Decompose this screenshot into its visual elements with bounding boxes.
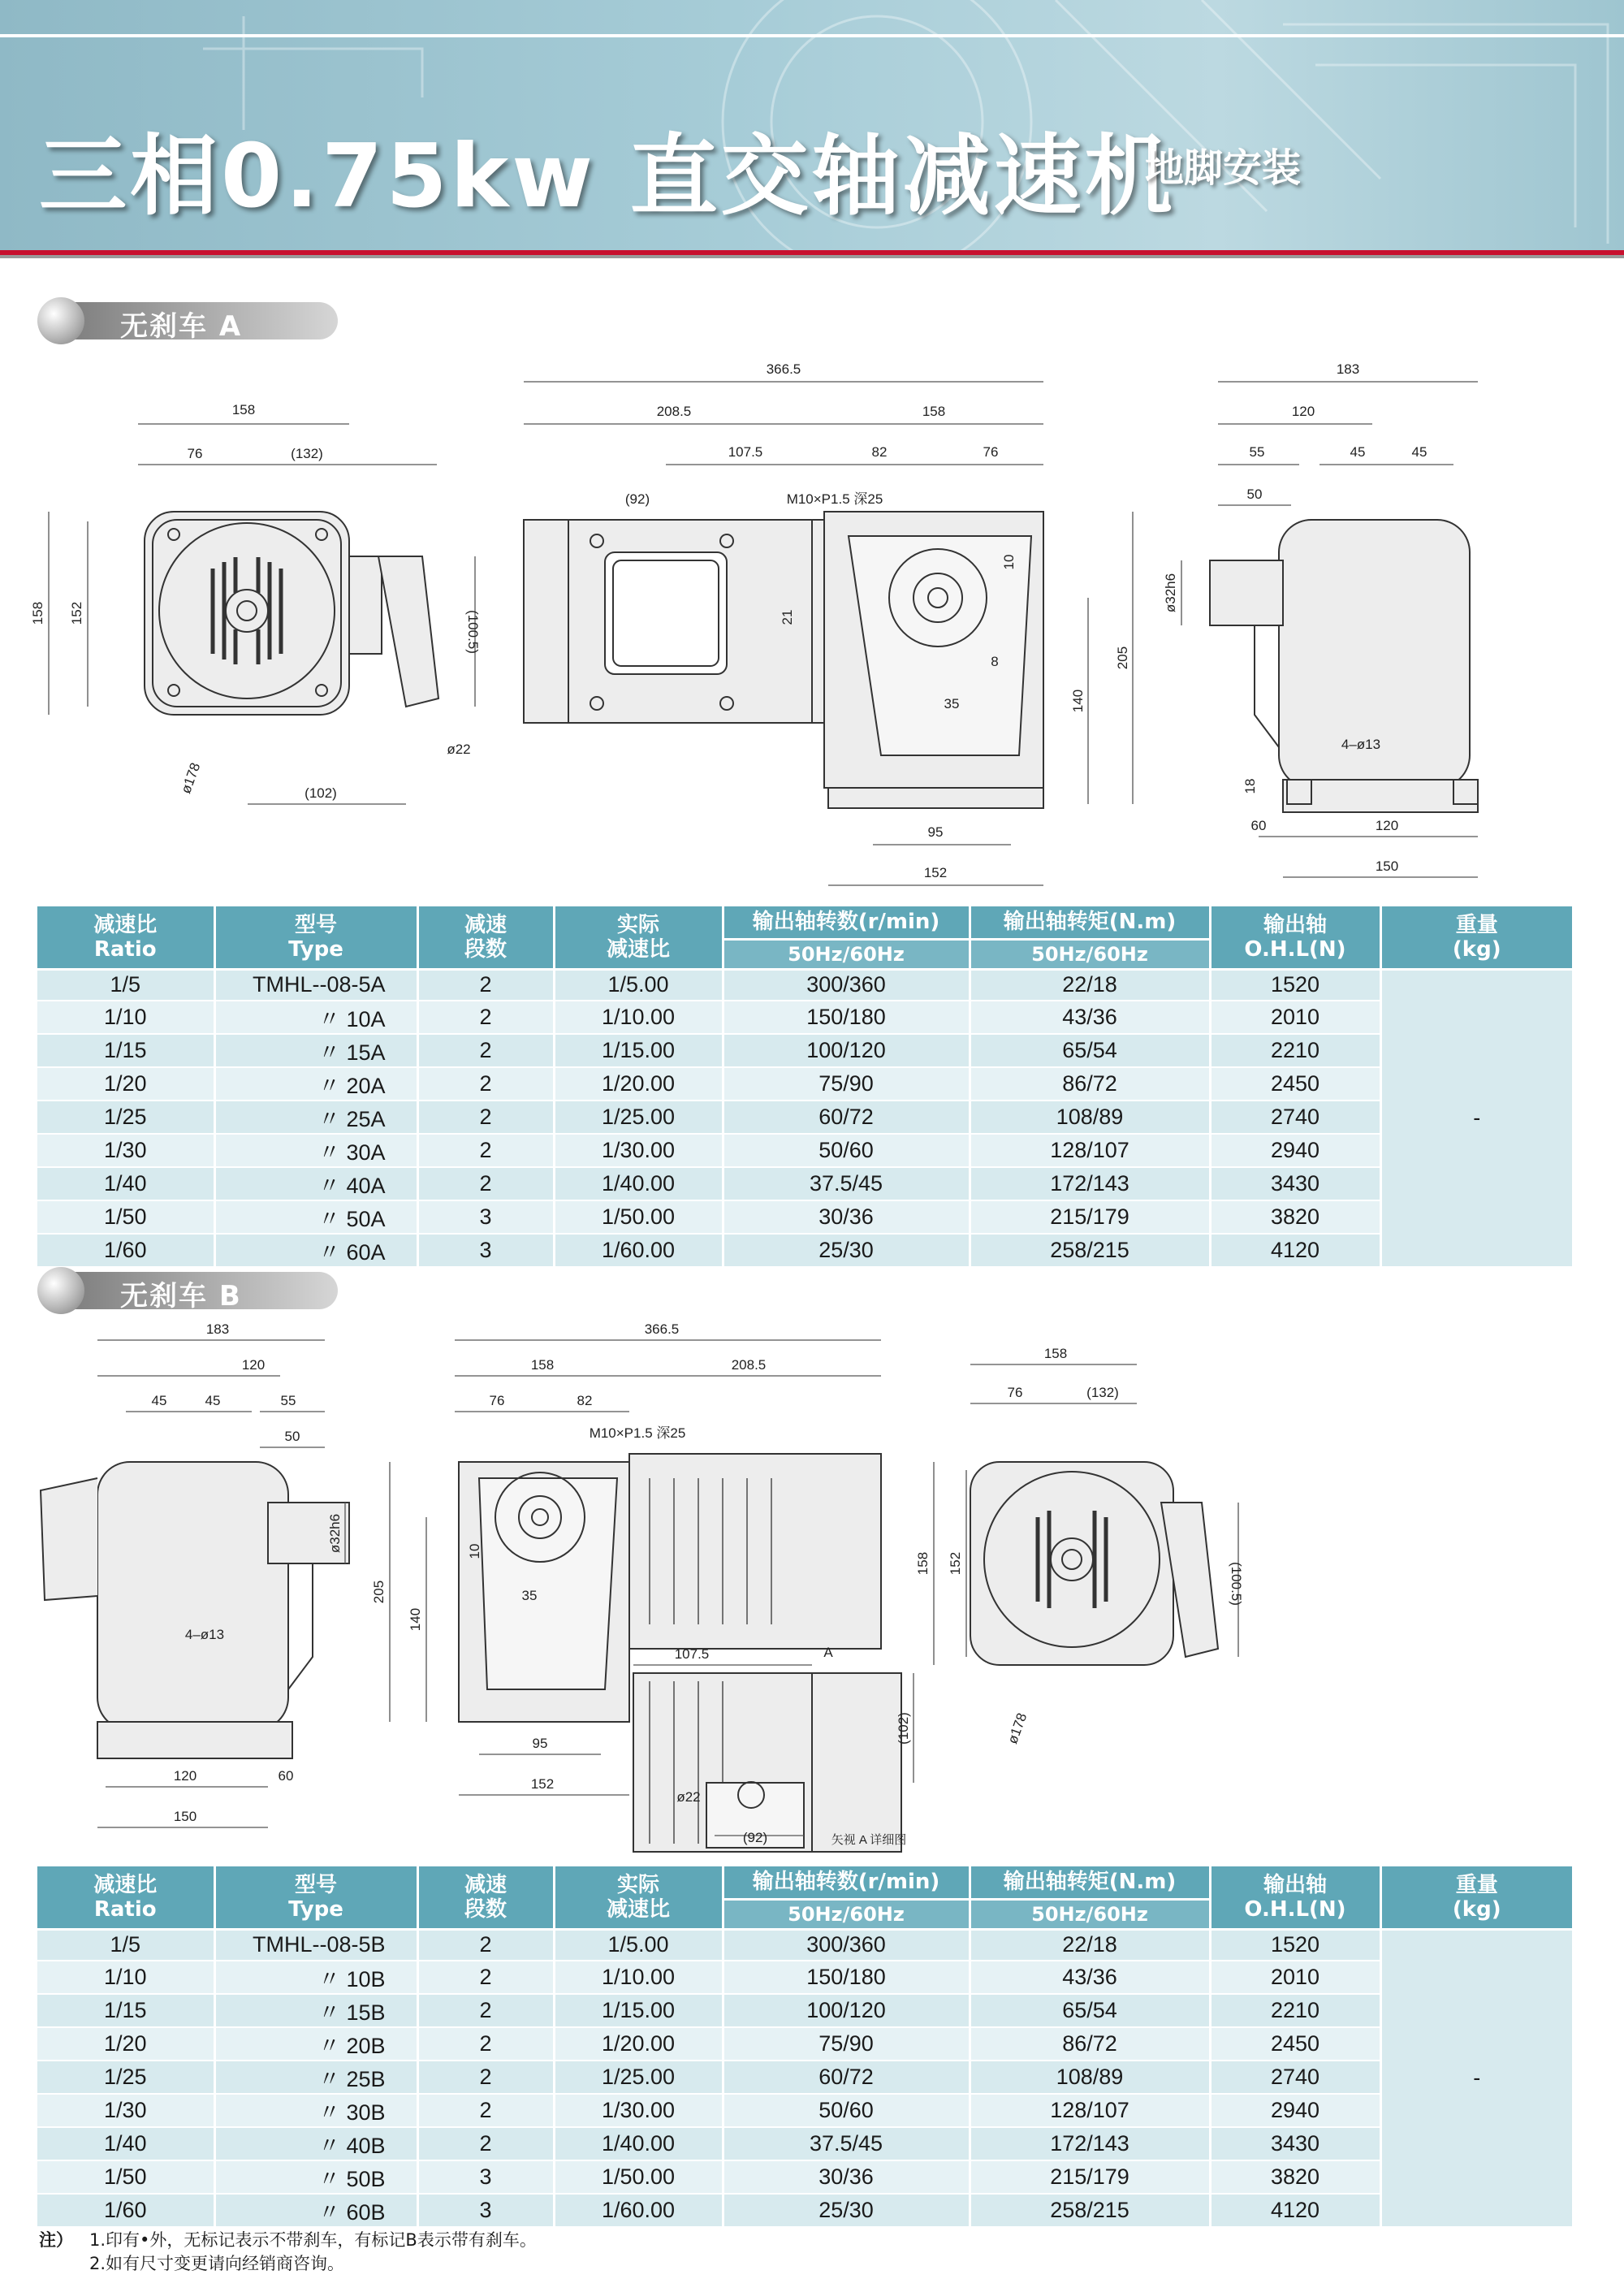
spec-table-b: [37, 1866, 1572, 2225]
dim-a-end-3: 45: [1350, 444, 1366, 460]
dim-b-side-17: 矢视 A 详细图: [831, 1833, 907, 1847]
cell-torque: 258/215: [970, 2194, 1210, 2227]
dim-a-side-0: 366.5: [766, 361, 801, 377]
th-speed-sub: 50Hz/60Hz: [723, 1899, 970, 1929]
cell-speed: 150/180: [723, 1001, 970, 1034]
cell-speed: 25/30: [723, 2194, 970, 2227]
dim-a-end-5: 50: [1246, 487, 1263, 502]
drawing-a-side-view: [524, 512, 1043, 808]
th-speed: 输出轴转数(r/min): [723, 906, 970, 939]
cell-actual: 1/40.00: [554, 1167, 723, 1200]
cell-torque: 128/107: [970, 2094, 1210, 2127]
cell-speed: 60/72: [723, 1101, 970, 1134]
th-weight: 重量 (kg): [1380, 906, 1572, 970]
dim-b-end-0: 183: [205, 1321, 230, 1337]
cell-ratio: 1/60: [37, 1234, 214, 1267]
cell-speed: 50/60: [723, 1134, 970, 1167]
dim-b-front-0: 158: [1043, 1346, 1068, 1361]
cell-stages: 2: [417, 2061, 554, 2094]
cell-torque: 172/143: [970, 1167, 1210, 1200]
table-a-body: [37, 970, 1572, 1267]
cell-actual: 1/25.00: [554, 2061, 723, 2094]
cell-ohl: 4120: [1210, 2194, 1380, 2227]
table-row: [37, 1101, 1572, 1134]
section-tab-a: [37, 297, 338, 344]
cell-ohl: 2010: [1210, 1001, 1380, 1034]
cell-torque: 43/36: [970, 1961, 1210, 1994]
cell-actual: 1/60.00: [554, 1234, 723, 1267]
cell-actual: 1/10.00: [554, 1001, 723, 1034]
dim-a-side-9: 10: [1001, 554, 1017, 570]
cell-stages: 2: [417, 1067, 554, 1101]
th-type: 型号 Type: [214, 906, 417, 970]
dim-a-side-4: 82: [871, 444, 888, 460]
cell-ohl: 4120: [1210, 1234, 1380, 1267]
cell-speed: 300/360: [723, 970, 970, 1001]
drawing-b: [0, 1316, 1624, 1862]
section-tab-ball-icon: [37, 297, 84, 344]
cell-stages: 2: [417, 1994, 554, 2027]
cell-ratio: 1/30: [37, 1134, 214, 1167]
cell-stages: 2: [417, 1167, 554, 1200]
cell-stages: 3: [417, 1234, 554, 1267]
dim-a-front-7: (102): [304, 785, 337, 801]
table-row: [37, 2027, 1572, 2061]
cell-ratio: 1/50: [37, 1200, 214, 1234]
dim-b-side-1: 158: [530, 1357, 555, 1373]
cell-ratio: 1/15: [37, 1034, 214, 1067]
cell-ratio: 1/5: [37, 970, 214, 1001]
cell-ratio: 1/20: [37, 1067, 214, 1101]
dim-b-side-2: 208.5: [731, 1357, 767, 1373]
dim-a-end-11: 150: [1375, 858, 1399, 874]
cell-type: 〃 10B: [214, 1961, 417, 1994]
cell-stages: 2: [417, 1961, 554, 1994]
cell-ohl: 1520: [1210, 970, 1380, 1001]
th-actual-ratio: 实际 减速比: [554, 906, 723, 970]
table-row: [37, 2061, 1572, 2094]
section-tab-ball-icon: [37, 1267, 84, 1314]
cell-ratio: 1/10: [37, 1961, 214, 1994]
cell-speed: 100/120: [723, 1034, 970, 1067]
dim-b-side-9: 140: [408, 1607, 423, 1632]
dim-b-side-10: 95: [532, 1736, 548, 1751]
dim-a-side-11: 35: [944, 696, 960, 711]
cell-ratio: 1/15: [37, 1994, 214, 2027]
dim-a-front-8: ø22: [447, 742, 471, 757]
cell-actual: 1/20.00: [554, 1067, 723, 1101]
cell-ratio: 1/30: [37, 2094, 214, 2127]
dim-b-side-15: ø22: [676, 1789, 701, 1805]
dim-b-end-7: 4–ø13: [184, 1627, 225, 1642]
cell-stages: 2: [417, 1034, 554, 1067]
cell-torque: 65/54: [970, 1034, 1210, 1067]
dim-b-end-3: 45: [205, 1393, 221, 1408]
cell-type: 〃 15A: [214, 1034, 417, 1067]
dim-b-front-6: ø178: [1004, 1710, 1030, 1746]
cell-torque: 172/143: [970, 2127, 1210, 2160]
table-row: [37, 1930, 1572, 1961]
page-title: 三相0.75kw 直交轴减速机: [39, 126, 1176, 227]
dim-a-side-2: 158: [922, 404, 946, 419]
th-actual-ratio: 实际 减速比: [554, 1866, 723, 1930]
dim-a-end-1: 120: [1291, 404, 1315, 419]
th-weight: 重量 (kg): [1380, 1866, 1572, 1930]
cell-ohl: 3430: [1210, 1167, 1380, 1200]
th-ratio: 减速比 Ratio: [37, 1866, 214, 1930]
table-row: [37, 1167, 1572, 1200]
notes-label: 注）: [39, 2230, 73, 2250]
th-ohl: 输出轴 O.H.L(N): [1210, 906, 1380, 970]
th-ohl: 输出轴 O.H.L(N): [1210, 1866, 1380, 1930]
th-stages: 减速 段数: [417, 906, 554, 970]
th-speed-sub: 50Hz/60Hz: [723, 939, 970, 969]
cell-torque: 108/89: [970, 2061, 1210, 2094]
dim-a-side-13: 140: [1070, 689, 1086, 713]
dim-a-end-7: 4–ø13: [1341, 737, 1381, 752]
cell-stages: 2: [417, 970, 554, 1001]
cell-torque: 86/72: [970, 2027, 1210, 2061]
section-b-label: 无刹车 B: [120, 1280, 242, 1312]
dim-a-side-12: 205: [1115, 646, 1130, 670]
dim-a-side-7: M10×P1.5 深25: [786, 491, 883, 507]
cell-ratio: 1/50: [37, 2160, 214, 2194]
cell-actual: 1/15.00: [554, 1994, 723, 2027]
cell-torque: 22/18: [970, 1930, 1210, 1961]
dim-a-front-2: (132): [291, 446, 323, 461]
dim-a-front-1: 76: [187, 446, 203, 461]
table-row: [37, 2094, 1572, 2127]
cell-torque: 22/18: [970, 970, 1210, 1001]
dim-b-side-0: 366.5: [644, 1321, 680, 1337]
cell-ratio: 1/40: [37, 2127, 214, 2160]
dim-b-front-3: 158: [915, 1551, 931, 1576]
cell-torque: 43/36: [970, 1001, 1210, 1034]
cell-weight: -: [1380, 970, 1572, 1267]
cell-type: 〃 25B: [214, 2061, 417, 2094]
dim-b-side-7: 35: [521, 1588, 538, 1603]
table-row: [37, 2194, 1572, 2227]
cell-stages: 2: [417, 1930, 554, 1961]
dim-a-end-2: 55: [1249, 444, 1265, 460]
dim-b-end-6: ø32h6: [327, 1513, 343, 1554]
cell-actual: 1/40.00: [554, 2127, 723, 2160]
cell-torque: 215/179: [970, 1200, 1210, 1234]
cell-actual: 1/5.00: [554, 1930, 723, 1961]
section-tab-b: [37, 1267, 338, 1314]
cell-type: 〃 60A: [214, 1234, 417, 1267]
cell-actual: 1/30.00: [554, 1134, 723, 1167]
cell-ohl: 2740: [1210, 1101, 1380, 1134]
table-row: [37, 1034, 1572, 1067]
drawing-a: [0, 349, 1624, 902]
th-speed: 输出轴转数(r/min): [723, 1866, 970, 1899]
cell-torque: 215/179: [970, 2160, 1210, 2194]
cell-ohl: 2210: [1210, 1034, 1380, 1067]
cell-torque: 128/107: [970, 1134, 1210, 1167]
th-ratio: 减速比 Ratio: [37, 906, 214, 970]
th-torque-sub: 50Hz/60Hz: [970, 939, 1210, 969]
spec-table-a: [37, 906, 1572, 1265]
table-row: [37, 1234, 1572, 1267]
dim-a-front-4: 152: [69, 601, 84, 625]
banner-gray-rule: [0, 255, 1624, 258]
cell-actual: 1/15.00: [554, 1034, 723, 1067]
cell-speed: 37.5/45: [723, 1167, 970, 1200]
cell-type: 〃 40A: [214, 1167, 417, 1200]
cell-ohl: 2210: [1210, 1994, 1380, 2027]
cell-type: TMHL--08-5A: [214, 970, 417, 1001]
th-torque: 输出轴转矩(N.m): [970, 1866, 1210, 1899]
table-row: [37, 2127, 1572, 2160]
cell-type: 〃 50B: [214, 2160, 417, 2194]
dim-b-side-11: 152: [530, 1776, 555, 1792]
table-row: [37, 1994, 1572, 2027]
table-row: [37, 1200, 1572, 1234]
cell-speed: 75/90: [723, 1067, 970, 1101]
cell-actual: 1/50.00: [554, 1200, 723, 1234]
cell-stages: 3: [417, 1200, 554, 1234]
cell-ohl: 3820: [1210, 2160, 1380, 2194]
cell-torque: 65/54: [970, 1994, 1210, 2027]
cell-torque: 108/89: [970, 1101, 1210, 1134]
cell-type: 〃 40B: [214, 2127, 417, 2160]
dim-b-front-4: 152: [948, 1551, 963, 1576]
drawing-b-front-view: [970, 1462, 1218, 1665]
section-a-label: 无刹车 A: [120, 310, 243, 343]
table-row: [37, 1961, 1572, 1994]
cell-actual: 1/10.00: [554, 1961, 723, 1994]
cell-ohl: 2450: [1210, 1067, 1380, 1101]
cell-ohl: 2740: [1210, 2061, 1380, 2094]
dim-b-side-16: (92): [742, 1830, 768, 1845]
page-subtitle: 地脚安装: [1145, 145, 1302, 191]
dim-a-side-10: 8: [991, 654, 999, 669]
cell-actual: 1/25.00: [554, 1101, 723, 1134]
cell-stages: 3: [417, 2160, 554, 2194]
dim-b-side-14: (102): [896, 1712, 911, 1745]
dim-b-side-8: 205: [371, 1580, 387, 1604]
dim-a-side-3: 107.5: [728, 444, 763, 460]
cell-ratio: 1/5: [37, 1930, 214, 1961]
dim-a-side-14: 95: [927, 824, 944, 840]
note-line-2: 2.如有尺寸变更请向经销商咨询。: [89, 2254, 345, 2273]
cell-ohl: 3820: [1210, 1200, 1380, 1234]
dim-a-side-8: 21: [780, 609, 795, 625]
th-torque: 输出轴转矩(N.m): [970, 906, 1210, 939]
dim-b-side-4: 82: [577, 1393, 593, 1408]
dim-b-front-2: (132): [1086, 1385, 1119, 1400]
cell-type: 〃 25A: [214, 1101, 417, 1134]
dim-b-end-9: 60: [278, 1768, 294, 1784]
cell-ratio: 1/60: [37, 2194, 214, 2227]
cell-speed: 150/180: [723, 1961, 970, 1994]
table-b-body: [37, 1930, 1572, 2227]
dim-b-end-5: 50: [284, 1429, 300, 1444]
cell-type: 〃 20A: [214, 1067, 417, 1101]
cell-stages: 2: [417, 1101, 554, 1134]
dim-b-side-3: 76: [489, 1393, 505, 1408]
dim-b-side-6: 10: [467, 1543, 482, 1559]
cell-speed: 300/360: [723, 1930, 970, 1961]
cell-stages: 2: [417, 2027, 554, 2061]
cell-speed: 75/90: [723, 2027, 970, 2061]
table-row: [37, 970, 1572, 1001]
dim-a-end-6: ø32h6: [1163, 573, 1178, 613]
cell-ohl: 2940: [1210, 2094, 1380, 2127]
banner-top-line: [0, 34, 1624, 37]
cell-speed: 100/120: [723, 1994, 970, 2027]
cell-type: 〃 60B: [214, 2194, 417, 2227]
dim-b-front-1: 76: [1007, 1385, 1023, 1400]
table-row: [37, 2160, 1572, 2194]
dim-a-side-6: (92): [624, 491, 650, 507]
table-row: [37, 1067, 1572, 1101]
dim-a-side-5: 76: [983, 444, 999, 460]
cell-speed: 60/72: [723, 2061, 970, 2094]
cell-type: 〃 30A: [214, 1134, 417, 1167]
dim-b-end-8: 120: [173, 1768, 197, 1784]
dim-a-side-15: 152: [923, 865, 948, 880]
cell-stages: 2: [417, 2127, 554, 2160]
cell-ratio: 1/40: [37, 1167, 214, 1200]
cell-ratio: 1/25: [37, 1101, 214, 1134]
cell-actual: 1/5.00: [554, 970, 723, 1001]
header-banner: [0, 0, 1624, 258]
dim-a-end-4: 45: [1411, 444, 1427, 460]
cell-speed: 25/30: [723, 1234, 970, 1267]
cell-type: TMHL--08-5B: [214, 1930, 417, 1961]
dim-a-front-0: 158: [231, 402, 256, 417]
cell-ratio: 1/20: [37, 2027, 214, 2061]
cell-actual: 1/50.00: [554, 2160, 723, 2194]
cell-actual: 1/60.00: [554, 2194, 723, 2227]
dim-a-front-3: 158: [30, 601, 45, 625]
cell-stages: 2: [417, 1001, 554, 1034]
cell-torque: 258/215: [970, 1234, 1210, 1267]
drawing-a-end-view: [1210, 520, 1478, 812]
cell-stages: 2: [417, 1134, 554, 1167]
cell-torque: 86/72: [970, 1067, 1210, 1101]
cell-ohl: 1520: [1210, 1930, 1380, 1961]
table-row: [37, 1134, 1572, 1167]
cell-speed: 30/36: [723, 1200, 970, 1234]
drawing-a-front-view: [145, 512, 438, 715]
cell-ohl: 2010: [1210, 1961, 1380, 1994]
dim-b-end-10: 150: [173, 1809, 197, 1824]
dim-a-end-10: 120: [1375, 818, 1399, 833]
cell-ohl: 3430: [1210, 2127, 1380, 2160]
cell-weight: -: [1380, 1930, 1572, 2227]
dim-b-front-5: (100.5): [1229, 1562, 1244, 1606]
th-type: 型号 Type: [214, 1866, 417, 1930]
cell-type: 〃 15B: [214, 1994, 417, 2027]
cell-stages: 3: [417, 2194, 554, 2227]
cell-type: 〃 10A: [214, 1001, 417, 1034]
dim-b-side-5: M10×P1.5 深25: [589, 1425, 686, 1441]
cell-actual: 1/30.00: [554, 2094, 723, 2127]
drawing-b-end-view: [41, 1462, 349, 1758]
dim-a-side-1: 208.5: [656, 404, 692, 419]
cell-speed: 30/36: [723, 2160, 970, 2194]
dim-b-side-13: A: [823, 1645, 833, 1660]
cell-type: 〃 30B: [214, 2094, 417, 2127]
table-row: [37, 1001, 1572, 1034]
cell-ohl: 2450: [1210, 2027, 1380, 2061]
dim-b-end-4: 55: [280, 1393, 296, 1408]
dim-b-end-1: 120: [241, 1357, 266, 1373]
note-line-1: 1.印有•外，无标记表示不带刹车，有标记B表示带有刹车。: [89, 2230, 537, 2250]
cell-speed: 50/60: [723, 2094, 970, 2127]
cell-speed: 37.5/45: [723, 2127, 970, 2160]
dim-a-front-6: ø178: [178, 760, 204, 796]
dim-b-end-2: 45: [151, 1393, 167, 1408]
dim-a-end-0: 183: [1336, 361, 1360, 377]
dim-a-end-9: 60: [1250, 818, 1267, 833]
cell-ohl: 2940: [1210, 1134, 1380, 1167]
cell-ratio: 1/10: [37, 1001, 214, 1034]
cell-stages: 2: [417, 2094, 554, 2127]
dim-a-end-8: 18: [1242, 778, 1258, 794]
cell-type: 〃 20B: [214, 2027, 417, 2061]
th-torque-sub: 50Hz/60Hz: [970, 1899, 1210, 1929]
dim-a-front-5: (100.5): [465, 610, 481, 654]
dim-b-side-12: 107.5: [674, 1646, 710, 1662]
th-stages: 减速 段数: [417, 1866, 554, 1930]
cell-ratio: 1/25: [37, 2061, 214, 2094]
cell-type: 〃 50A: [214, 1200, 417, 1234]
cell-actual: 1/20.00: [554, 2027, 723, 2061]
